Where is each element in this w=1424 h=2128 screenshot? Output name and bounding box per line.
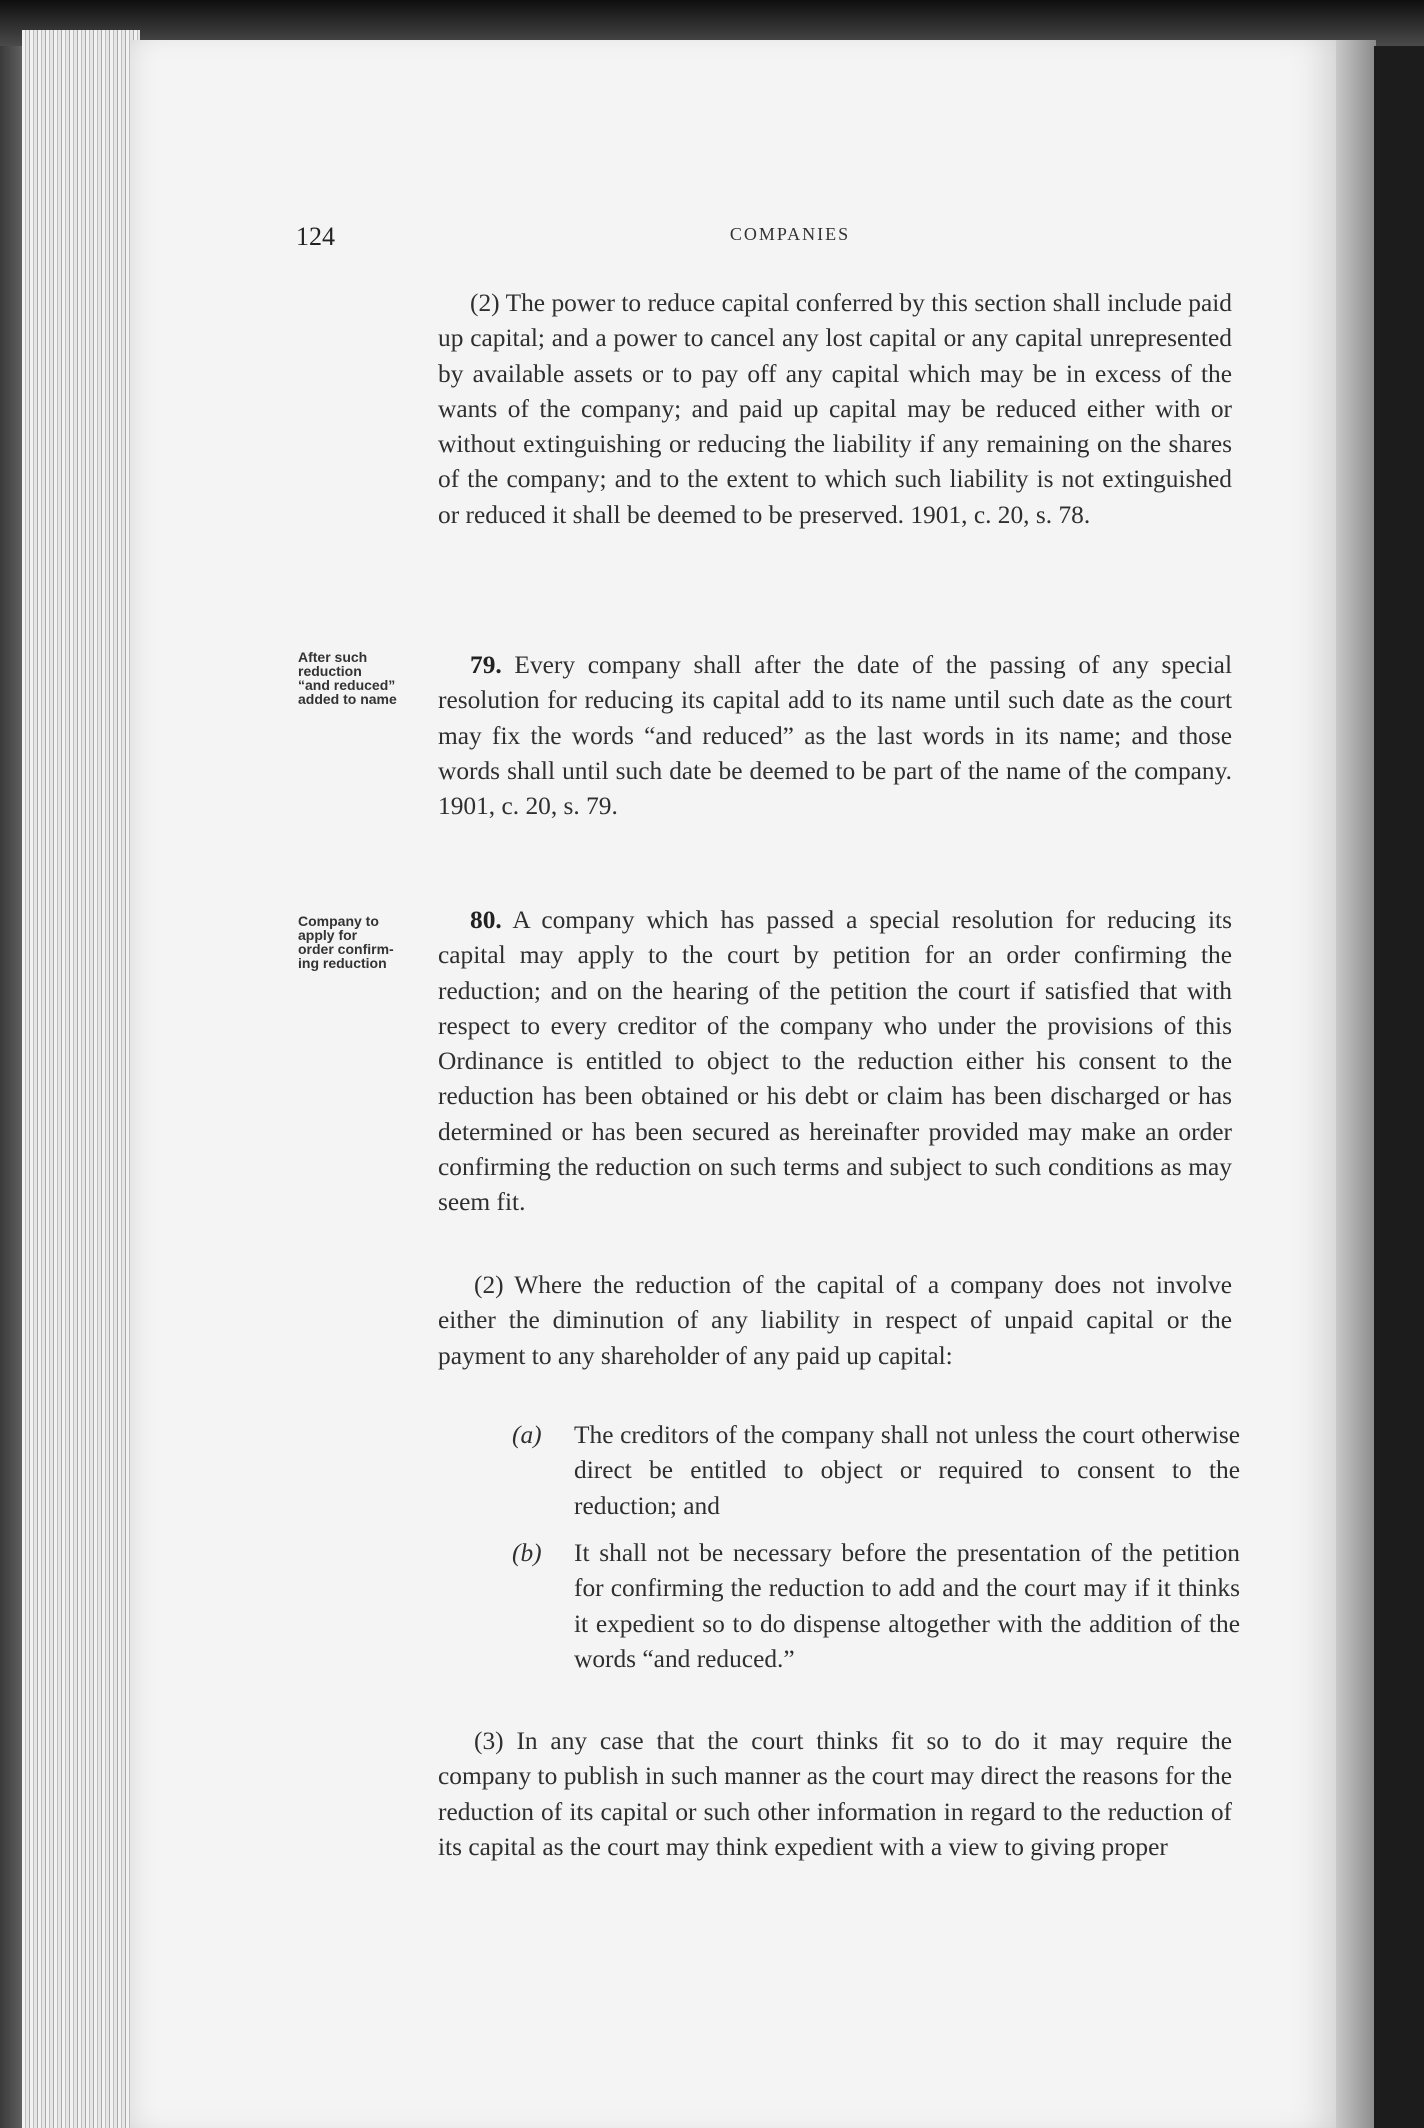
section-80-subsection-2: (2) Where the reduction of the capital of a company does not involve either the diminution of any liability in respect of unpaid capital or the payment to any shareholder of any paid up capital: (438, 1271, 1232, 1370)
margin-note-line: After such (298, 649, 368, 665)
section-78-subsection-2: (2) The power to reduce capital conferred by this section shall include paid up capital; and a power to cancel any lost capital or any capital unrepresented by available assets or to pay off any capital which may be in excess of the wants of the company; and paid up capital may be reduced either with or without extinguishing or reducing the liability if any remaining on the shares of the company; and to the extent to which such liability is not extinguished or reduced it shall be deemed to be preserved. 1901, c. 20, s. 78. (438, 289, 1232, 529)
book-page-edges (22, 30, 140, 2128)
clause-text: The creditors of the company shall not unless the court otherwise direct be entitled to object or required to consent to the reduction; and (574, 1421, 1240, 1520)
margin-note-line: reduction (298, 663, 362, 679)
margin-note-line: ing reduction (298, 955, 387, 971)
margin-note-section-80 (298, 914, 434, 970)
margin-note-line: apply for (298, 927, 358, 943)
page-gutter-shadow (1336, 40, 1376, 2128)
clause-label: (a) (512, 1421, 542, 1449)
section-79 (438, 648, 1232, 824)
section-number: 79. (470, 651, 502, 679)
margin-note-line: “and reduced” (298, 677, 396, 693)
margin-note-line: added to name (298, 691, 397, 707)
section-80-subsection-3: (3) In any case that the court thinks fit so to do it may require the company to publish in such manner as the court may direct the reasons for the reduction of its capital or such other information in regard to the reduction of its capital as the court may think expedient with a view to giving proper (438, 1727, 1232, 1861)
page-number: 124 (296, 222, 335, 251)
clause-text: It shall not be necessary before the presentation of the petition for confirming the reduction to add and the court may if it thinks it expedient so to do dispense altogether with the addition of the words “and reduced.” (574, 1539, 1240, 1673)
margin-note-line: Company to (298, 913, 379, 929)
margin-note-section-79 (298, 650, 434, 706)
section-80-clause-b (512, 1536, 1240, 1677)
section-80-text: A company which has passed a special resolution for reducing its capital may apply to the court by petition for an order confirming the reduction; and on the hearing of the petition the court if satisfied that with respect to every creditor of the company who under the provisions of this Ordinance is entitled to object to the reduction either his consent to the reduction has been obtained or his debt or claim has been discharged or has determined or has been secured as hereinafter provided may make an order confirming the reduction on such terms and subject to such conditions as may seem fit. (438, 906, 1232, 1217)
scan-right-edge (1374, 46, 1424, 2128)
running-title: COMPANIES (729, 224, 851, 244)
section-80-clause-a (512, 1418, 1240, 1524)
section-80 (438, 903, 1232, 1221)
section-number: 80. (470, 906, 502, 934)
margin-note-line: order confirm- (298, 941, 394, 957)
section-79-text: Every company shall after the date of the passing of any special resolution for reducing its capital add to its name until such date as the court may fix the words “and reduced” as the last words in its name; and those words shall until such date be deemed to be part of the name of the company. 1901, c. 20, s. 79. (438, 651, 1232, 821)
clause-label: (b) (512, 1539, 542, 1567)
